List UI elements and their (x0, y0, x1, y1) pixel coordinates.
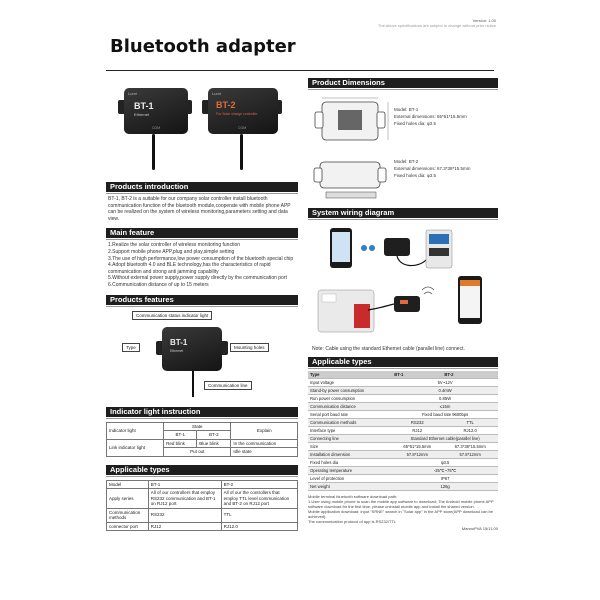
table-cell: connector port (107, 522, 149, 531)
page-title: Bluetooth adapter (110, 36, 296, 57)
table-cell: Installation dimension (308, 450, 392, 458)
label-communication-line: Communication line (204, 381, 252, 390)
bt2-subheader: BT-2 (197, 431, 231, 440)
table-row (308, 402, 498, 410)
bt2-model: Model: BT-2 (394, 159, 419, 164)
section-product-dimensions: Product Dimensions (308, 78, 498, 88)
table-row (308, 458, 498, 466)
bt1-fixed-holes: Fixed holes dia: φ3.5 (394, 121, 436, 126)
table-header-cell: Type (308, 371, 392, 379)
products-introduction-text: BT-1, BT-2 is a suitable for our company solar controller install bluetooth communication function of the bluetooth module,cooperate with mobile phone APP can be realized on the system of wireless monitoring,parameters setting and data view. (108, 196, 291, 222)
table-header-cell: BT-2 (442, 371, 498, 379)
table-cell: RS232 (392, 418, 442, 426)
table-row (308, 482, 498, 490)
table-cell: All of our the controllers that employ TTL level communication and BT-2 on RJ12 port (221, 489, 297, 509)
table-cell: Communication methods (308, 418, 392, 426)
table-cell: Standard Ethernet cable(parallel line) (392, 434, 498, 442)
table-header-cell: Model (107, 480, 149, 489)
table-row (308, 450, 498, 458)
table-row (308, 418, 498, 426)
table-cell: Operating temperature (308, 466, 392, 474)
table-row (308, 378, 498, 386)
section-applicable-types-left: Applicable types (106, 465, 298, 475)
bt1-model-sub: Ethernet (134, 112, 150, 117)
spec-table-header (308, 371, 498, 379)
bt1-external-dims: External dimensions: 65*51*15.5mm (394, 114, 467, 119)
bt1-subheader: BT-1 (164, 431, 197, 440)
explain-header: Explain (231, 422, 298, 439)
bt1-dimension-drawing (312, 94, 392, 148)
bt1-cable (152, 134, 155, 170)
indicator-header: Indicator light (107, 422, 164, 439)
wiring-diagram (308, 218, 498, 346)
table-cell: Interface type (308, 426, 392, 434)
document-code: MannoPVA 15/11.00 (461, 525, 498, 531)
table-cell: 0.4mW (392, 386, 498, 394)
table-cell: -25℃~75℃ (392, 466, 498, 474)
section-wiring-diagram: System wiring diagram (308, 208, 498, 218)
right-column (308, 78, 498, 531)
table-cell: Fixed baud rate 9600bps (392, 410, 498, 418)
table-cell: 57.8*12mm (392, 450, 442, 458)
bt2-dimension-drawing (312, 150, 392, 202)
note-line: The communication protocol of app is RS232/TTL (308, 518, 397, 524)
table-cell: RJ12.0 (221, 522, 297, 531)
version-number: Version: 1.00 (472, 18, 496, 23)
product-photos (106, 78, 298, 172)
indicator-table (106, 422, 298, 457)
bt2-device-image (208, 88, 278, 134)
feature-item: 6.Communication distance of up to 15 meters (108, 281, 209, 288)
table-cell: ≤15m (392, 402, 498, 410)
table-cell: 126g (392, 482, 498, 490)
label-mounting-holes: Mounting holes (230, 343, 269, 352)
section-applicable-types-right: Applicable types (308, 357, 498, 367)
version-note: The above specifications are subject to change without prior notice (377, 23, 496, 28)
table-header-cell: BT-1 (148, 480, 221, 489)
table-cell: RJ12.0 (442, 426, 498, 434)
table-cell: Net weight (308, 482, 392, 490)
feature-device-cable (192, 371, 194, 397)
feature-item: 3.The use of high performance,low power consumption of the bluetooth special chip (108, 255, 294, 262)
bt2-model-sub: For Solar charge controller (216, 112, 258, 116)
label-type: Type (122, 343, 140, 352)
table-cell: RJ12 (392, 426, 442, 434)
table-cell: TTL (442, 418, 498, 426)
table-cell: φ3.5 (392, 458, 498, 466)
feature-item: 2.Support mobile phone APP,plug and play,simple setting (108, 248, 235, 255)
state-cell: Put out (164, 448, 231, 457)
bt2-model-label: BT-2 (216, 100, 236, 110)
table-header-cell: BT-1 (392, 371, 442, 379)
feature-item: 4.Adopt bluetooth 4.0 and BLE technology,has the characteristics of rapid communication and strong anti jamming capability (108, 262, 271, 275)
state-header: State (164, 422, 231, 431)
table-cell: Communication methods (107, 508, 149, 522)
wiring-diagram-illustration (308, 218, 498, 346)
download-notes (308, 494, 498, 524)
state-cell: Red blink (164, 439, 197, 448)
table-cell: IP67 (392, 474, 498, 482)
table-cell: Serial port baud rate (308, 410, 392, 418)
feature-item: 1.Realize the solar controller of wireless monitoring function (108, 242, 241, 249)
version-info (378, 18, 496, 28)
product-dimensions-block (308, 88, 498, 206)
bt2-port-label: COM (238, 126, 247, 130)
section-products-features: Products features (106, 295, 298, 305)
table-cell: Size (308, 442, 392, 450)
explain-cell: Idle state (231, 448, 298, 457)
explain-cell: In the communication (231, 439, 298, 448)
table-cell: Run power consumption (308, 394, 392, 402)
title-divider (106, 70, 494, 71)
datasheet-page (100, 14, 500, 586)
table-cell: Input voltage (308, 378, 392, 386)
table-row (308, 386, 498, 394)
bt1-model: Model: BT-1 (394, 107, 419, 112)
table-row (308, 394, 498, 402)
spec-table (308, 371, 498, 491)
table-cell: 5V~12V (392, 378, 498, 386)
section-main-feature: Main feature (106, 228, 298, 238)
bt2-fixed-holes: Fixed holes dia: φ3.5 (394, 173, 436, 178)
applicable-types-left-table (106, 480, 298, 532)
feature-device-sub: Ethernet (170, 348, 184, 353)
state-cell: Blue blink (197, 439, 231, 448)
products-features-diagram (106, 305, 298, 401)
bt2-dimension-text (394, 158, 471, 179)
table-row (308, 410, 498, 418)
table-cell: 67.3*38*15.5mm (442, 442, 498, 450)
table-cell: All of our controllers that employ RS232 communication and BT-1 on RJ12 port (148, 489, 221, 509)
table-cell: TTL (221, 508, 297, 522)
table-row (308, 434, 498, 442)
table-cell: 57.8*12mm (442, 450, 498, 458)
note-line: Mobile application download: input "SRNE" search in "Solar app" in the APP store(APP download can be achieved). (308, 508, 493, 519)
table-cell: Communication distance (308, 402, 392, 410)
main-feature-list (106, 238, 298, 288)
bt1-dimension-text (394, 106, 467, 127)
note-line: 1.User using mobile phone to scan the mobile app software to download; The Android mobile phone APP software download for the first time, please uninstall mobile app and install the shared version. (308, 498, 494, 509)
table-row (308, 474, 498, 482)
bt1-brand: Lumi (128, 91, 137, 96)
feature-device-image (162, 327, 222, 371)
feature-device-label: BT-1 (170, 337, 188, 347)
table-cell: Connecting line (308, 434, 392, 442)
bt1-model-label: BT-1 (134, 101, 154, 111)
wiring-note: Note: Cable using the standard Ethernet cable (parallel line) connect. (312, 346, 465, 352)
table-cell: Fixed holes dia (308, 458, 392, 466)
table-row (308, 442, 498, 450)
bt2-cable (240, 134, 243, 170)
label-indicator-light: Communication status indicator light (132, 311, 212, 320)
table-cell: 65*51*15.5mm (392, 442, 442, 450)
note-line: Mobile terminal bluetooth software download path: (308, 493, 398, 499)
bt1-device-image (124, 88, 188, 134)
bt1-port-label: COM (152, 126, 161, 130)
table-cell: Stand-by power consumption (308, 386, 392, 394)
bt2-brand: Lumi (212, 91, 221, 96)
table-row (308, 426, 498, 434)
table-cell: Apply series (107, 489, 149, 509)
table-cell: RJ12 (148, 522, 221, 531)
feature-item: 5.Without external power supply,power supply directly by the communication port (108, 275, 287, 282)
section-indicator-light: Indicator light instruction (106, 407, 298, 417)
bt2-external-dims: External dimensions: 67.3*38*15.5mm (394, 166, 471, 171)
table-cell: Level of protection (308, 474, 392, 482)
table-row (308, 466, 498, 474)
table-cell: 0.85W (392, 394, 498, 402)
table-cell: RS232 (148, 508, 221, 522)
left-column (106, 78, 298, 531)
table-header-cell: BT-2 (221, 480, 297, 489)
section-products-introduction: Products introduction (106, 182, 298, 192)
indicator-row-label: Link indicator light (107, 439, 164, 456)
